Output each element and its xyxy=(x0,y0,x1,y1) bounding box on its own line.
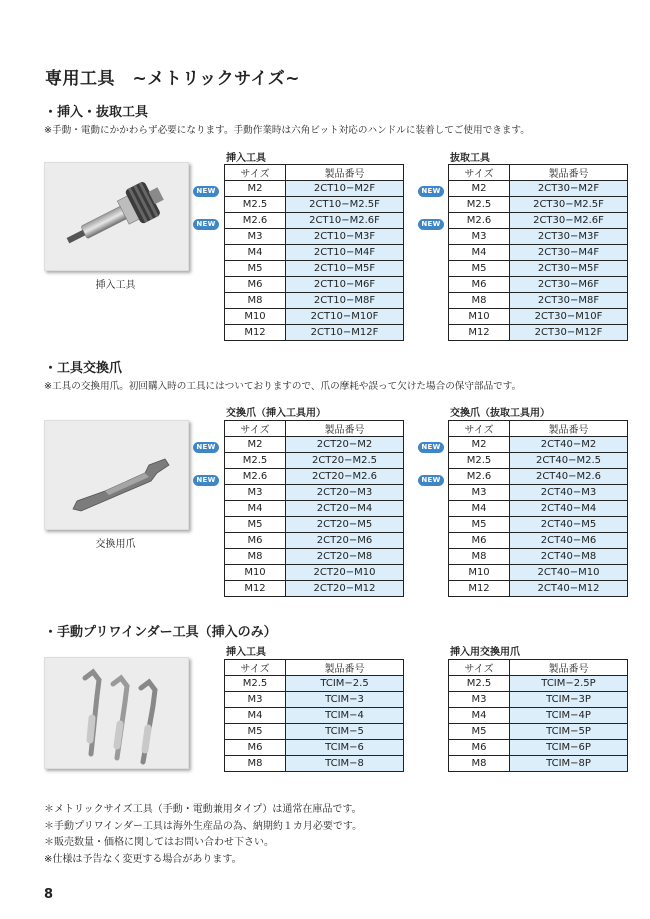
header-size: サイズ xyxy=(225,421,286,437)
table-row: M2.5 2CT20−M2.5 xyxy=(225,453,404,469)
tang-illustration xyxy=(45,421,188,529)
new-badge: NEW xyxy=(418,442,444,453)
section-heading-insert-extract: ・挿入・抜取工具 xyxy=(44,105,149,120)
prewinder-illustration xyxy=(45,658,188,768)
table-row: M8 2CT30−M8F xyxy=(449,293,628,309)
table-row: M4 2CT30−M4F xyxy=(449,245,628,261)
page-title: 専用工具 ~メトリックサイズ~ xyxy=(45,69,300,89)
table-label-extract-tool: 抜取工具 xyxy=(450,153,490,164)
table-row: M3 TCIM−3 xyxy=(225,692,404,708)
table-row: M12 2CT40−M12 xyxy=(449,581,628,597)
table-row: M4 2CT20−M4 xyxy=(225,501,404,517)
table-label-tang-extract: 交換爪（抜取工具用） xyxy=(450,408,550,419)
footnote: ＊手動プリワインダー工具は海外生産品の為、納期約１カ月必要です。 xyxy=(44,820,363,832)
table-row: M8 TCIM−8 xyxy=(225,756,404,772)
insert-tool-illustration xyxy=(45,163,188,270)
table-row: M10 2CT10−M10F xyxy=(225,309,404,325)
table-row: M2.5 2CT30−M2.5F xyxy=(449,197,628,213)
table-row: M2 2CT30−M2F xyxy=(449,181,628,197)
table-row: M5 2CT30−M5F xyxy=(449,261,628,277)
tang-insert-table xyxy=(224,420,404,597)
table-row: M5 TCIM−5P xyxy=(449,724,628,740)
prewinder-photo xyxy=(44,657,189,769)
table-row: M3 2CT20−M3 xyxy=(225,485,404,501)
insert-tool-caption: 挿入工具 xyxy=(95,280,136,291)
footnotes xyxy=(44,802,362,868)
table-row: M2.5 TCIM−2.5P xyxy=(449,676,628,692)
table-row: M5 2CT20−M5 xyxy=(225,517,404,533)
table-row: M8 2CT20−M8 xyxy=(225,549,404,565)
section-note-tang: ※工具の交換用爪。初回購入時の工具にはついておりますので、爪の摩耗や誤って欠けた場合の保守部品です。 xyxy=(44,381,522,392)
new-badge: NEW xyxy=(418,186,444,197)
new-badge: NEW xyxy=(193,186,219,197)
header-part: 製品番号 xyxy=(286,421,404,437)
new-badge: NEW xyxy=(193,219,219,230)
table-row: M6 TCIM−6 xyxy=(225,740,404,756)
page-number: 8 xyxy=(44,887,54,902)
header-size: サイズ xyxy=(449,165,510,181)
section-heading-tang: ・工具交換爪 xyxy=(44,361,123,376)
table-row: M2.5 2CT40−M2.5 xyxy=(449,453,628,469)
table-row: M8 2CT40−M8 xyxy=(449,549,628,565)
header-part: 製品番号 xyxy=(286,660,404,676)
table-row: M10 2CT30−M10F xyxy=(449,309,628,325)
table-row: M2.5 TCIM−2.5 xyxy=(225,676,404,692)
header-part: 製品番号 xyxy=(510,421,628,437)
extract-tool-table xyxy=(448,164,628,341)
table-row: M3 2CT10−M3F xyxy=(225,229,404,245)
prewinder-table xyxy=(224,659,404,772)
table-row: M4 2CT10−M4F xyxy=(225,245,404,261)
header-part: 製品番号 xyxy=(510,165,628,181)
section-heading-prewinder: ・手動プリワインダー工具（挿入のみ） xyxy=(44,625,277,640)
prewinder-tang-table xyxy=(448,659,628,772)
table-row: M10 2CT20−M10 xyxy=(225,565,404,581)
tang-caption: 交換用爪 xyxy=(95,539,136,550)
table-row: M6 2CT30−M6F xyxy=(449,277,628,293)
table-row: M3 TCIM−3P xyxy=(449,692,628,708)
new-badge: NEW xyxy=(418,475,444,486)
new-badge: NEW xyxy=(193,442,219,453)
table-row: M2 2CT40−M2 xyxy=(449,437,628,453)
table-row: M4 2CT40−M4 xyxy=(449,501,628,517)
table-row: M2 2CT10−M2F xyxy=(225,181,404,197)
footnote: ＊販売数量・価格に関してはお問い合わせ下さい。 xyxy=(44,837,274,848)
table-row: M8 TCIM−8P xyxy=(449,756,628,772)
table-label-prewinder-tang: 挿入用交換用爪 xyxy=(450,647,520,658)
table-row: M12 2CT20−M12 xyxy=(225,581,404,597)
table-row: M5 TCIM−5 xyxy=(225,724,404,740)
table-label-prewinder: 挿入工具 xyxy=(226,647,266,658)
table-row: M2.5 2CT10−M2.5F xyxy=(225,197,404,213)
header-size: サイズ xyxy=(449,421,510,437)
table-row: M6 2CT20−M6 xyxy=(225,533,404,549)
header-part: 製品番号 xyxy=(286,165,404,181)
new-badge: NEW xyxy=(193,475,219,486)
table-row: M3 2CT40−M3 xyxy=(449,485,628,501)
header-part: 製品番号 xyxy=(510,660,628,676)
section-note-insert-extract: ※手動・電動にかかわらず必要になります。手動作業時は六角ビット対応のハンドルに装着してご使用できます。 xyxy=(44,125,530,136)
footnote: ＊メトリックサイズ工具（手動・電動兼用タイプ）は通常在庫品です。 xyxy=(44,804,362,815)
table-row: M2.6 2CT30−M2.6F xyxy=(449,213,628,229)
table-row: M12 2CT30−M12F xyxy=(449,325,628,341)
table-row: M2.6 2CT40−M2.6 xyxy=(449,469,628,485)
table-row: M6 TCIM−6P xyxy=(449,740,628,756)
table-row: M3 2CT30−M3F xyxy=(449,229,628,245)
table-row: M5 2CT10−M5F xyxy=(225,261,404,277)
table-row: M5 2CT40−M5 xyxy=(449,517,628,533)
table-row: M4 TCIM−4 xyxy=(225,708,404,724)
table-label-insert-tool: 挿入工具 xyxy=(226,153,266,164)
table-row: M10 2CT40−M10 xyxy=(449,565,628,581)
table-row: M2.6 2CT10−M2.6F xyxy=(225,213,404,229)
table-row: M2 2CT20−M2 xyxy=(225,437,404,453)
new-badge: NEW xyxy=(418,219,444,230)
tang-extract-table xyxy=(448,420,628,597)
footnote: ※仕様は予告なく変更する場合があります。 xyxy=(44,853,242,865)
table-row: M2.6 2CT20−M2.6 xyxy=(225,469,404,485)
header-size: サイズ xyxy=(449,660,510,676)
header-size: サイズ xyxy=(225,165,286,181)
insert-tool-table xyxy=(224,164,404,341)
tang-photo xyxy=(44,420,189,530)
table-label-tang-insert: 交換爪（挿入工具用） xyxy=(226,408,326,419)
table-row: M8 2CT10−M8F xyxy=(225,293,404,309)
table-row: M6 2CT10−M6F xyxy=(225,277,404,293)
table-row: M12 2CT10−M12F xyxy=(225,325,404,341)
table-row: M4 TCIM−4P xyxy=(449,708,628,724)
insert-tool-photo xyxy=(44,162,189,271)
header-size: サイズ xyxy=(225,660,286,676)
table-row: M6 2CT40−M6 xyxy=(449,533,628,549)
